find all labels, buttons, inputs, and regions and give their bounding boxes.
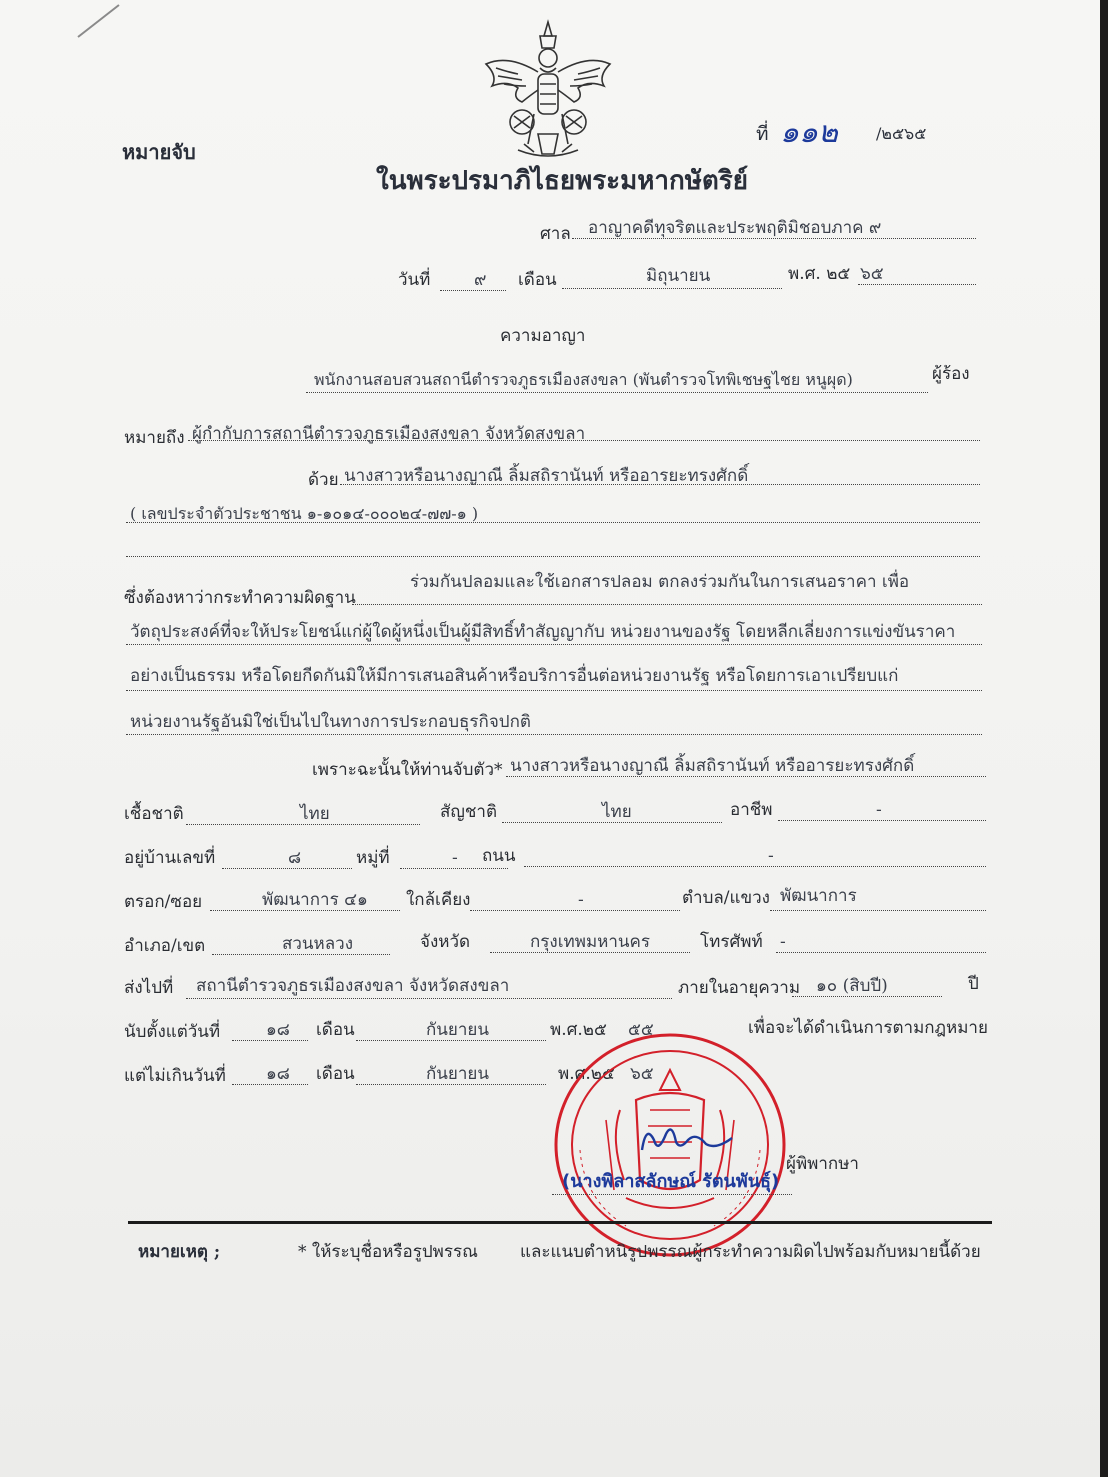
house-no-label: อยู่บ้านเลขที่ (124, 848, 216, 868)
id-underline (126, 522, 980, 523)
send-label: ส่งไปที่ (124, 978, 174, 998)
nationality-underline (502, 822, 722, 823)
id-number: ( เลขประจำตัวประชาชน ๑-๑๐๑๔-๐๐๐๒๔-๗๗-๑ ) (130, 504, 479, 523)
date-year-underline (858, 284, 976, 285)
from-day: ๑๘ (266, 1020, 290, 1040)
to-day-underline (232, 1084, 308, 1085)
occupation-label: อาชีพ (730, 800, 773, 820)
subdistrict-label: ตำบล/แขวง (682, 888, 770, 908)
doc-type: หมายจับ (122, 140, 196, 164)
moo-underline (400, 868, 508, 869)
charge-line-2: วัตถุประสงค์ที่จะให้ประโยชน์แก่ผู้ใดผู้หนึ่งเป็นผู้มีสิทธิ์ทำสัญญากับ หน่วยงานของรัฐ โดยหลีกเลี่ยงการแข่งขันราคา (130, 622, 956, 642)
date-day-underline (440, 290, 506, 291)
from-day-underline (232, 1040, 308, 1041)
court-label: ศาล (540, 224, 571, 244)
judge-name: (นางพิลาสลักษณ์ รัตนพันธุ์) (562, 1171, 780, 1192)
to-date-label: แต่ไม่เกินวันที่ (124, 1066, 226, 1086)
addressee-label: หมายถึง (124, 428, 185, 448)
addressee-underline (188, 440, 980, 441)
age-underline (792, 996, 942, 997)
subdistrict-underline (770, 910, 986, 911)
age-label: ภายในอายุความ (678, 978, 801, 998)
case-type: ความอาญา (500, 326, 586, 346)
to-year-label: พ.ศ.๒๕ (558, 1064, 615, 1084)
district-underline (212, 954, 390, 955)
to-day: ๑๘ (266, 1064, 290, 1084)
background-edge (1100, 0, 1108, 1477)
signature-underline (552, 1194, 792, 1195)
arrest-underline (506, 776, 986, 777)
to-month-underline (356, 1084, 546, 1085)
occupation-value: - (876, 800, 882, 820)
charge-line-3: อย่างเป็นธรรม หรือโดยกีดกันมิให้มีการเสนอสินค้าหรือบริการอื่นต่อหน่วยงานรัฐ หรือโดยการเอาเปรียบแก่ (130, 666, 899, 686)
race-label: เชื้อชาติ (124, 804, 184, 824)
from-month-label: เดือน (316, 1020, 355, 1040)
petitioner-value: พนักงานสอบสวนสถานีตำรวจภูธรเมืองสงขลา (พันตำรวจโทพิเชษฐไชย หนูผุด) (314, 370, 853, 389)
footnote-text-2: และแนบตำหนิรูปพรรณผู้กระทำความผิดไปพร้อมกับหมายนี้ด้วย (520, 1242, 981, 1262)
page-title: ในพระปรมาภิไธยพระมหากษัตริย์ (376, 166, 748, 196)
province-label: จังหวัด (420, 932, 471, 952)
nationality-value: ไทย (602, 802, 632, 822)
date-month-label: เดือน (518, 270, 557, 290)
occupation-underline (778, 820, 986, 821)
charge-line-4: หน่วยงานรัฐอันมิใช่เป็นไปในทางการประกอบธุรกิจปกติ (130, 712, 531, 732)
staple (77, 4, 119, 38)
to-year: ๖๕ (630, 1064, 654, 1084)
charge-underline-3 (126, 690, 982, 691)
nationality-label: สัญชาติ (440, 802, 497, 822)
moo-label: หมู่ที่ (356, 848, 390, 868)
from-month: กันยายน (426, 1020, 490, 1040)
charge-line-1: ร่วมกันปลอมและใช้เอกสารปลอม ตกลงร่วมกันในการเสนอราคา เพื่อ (410, 572, 910, 592)
from-year-label: พ.ศ.๒๕ (550, 1020, 607, 1040)
moo-value: - (452, 848, 458, 868)
subject-underline (340, 484, 980, 485)
subdistrict-value: พัฒนาการ (780, 886, 857, 906)
court-underline (572, 238, 976, 239)
subject-value: นางสาวหรือนางญาณี ลิ้มสถิรานันท์ หรืออารยะทรงศักดิ์ (344, 466, 749, 486)
phone-underline (776, 952, 986, 953)
from-year: ๕๕ (628, 1020, 654, 1040)
near-underline (470, 910, 680, 911)
house-no-underline (222, 868, 352, 869)
subject-label: ด้วย (308, 470, 339, 490)
footnote-label: หมายเหตุ ; (138, 1242, 221, 1262)
age-value: ๑๐ (สิบปี) (816, 976, 888, 996)
charge-label: ซึ่งต้องหาว่ากระทำความผิดฐาน (124, 588, 356, 608)
charge-underline-2 (126, 644, 982, 645)
to-month-label: เดือน (316, 1064, 355, 1084)
charge-underline-4 (126, 734, 982, 735)
send-value: สถานีตำรวจภูธรเมืองสงขลา จังหวัดสงขลา (196, 976, 510, 996)
to-month: กันยายน (426, 1064, 490, 1084)
arrest-value: นางสาวหรือนางญาณี ลิ้มสถิรานันท์ หรืออารยะทรงศักดิ์ (510, 756, 915, 776)
send-underline (186, 998, 672, 999)
district-label: อำเภอ/เขต (124, 936, 206, 956)
near-label: ใกล้เคียง (406, 890, 471, 910)
number-label: ที่ (756, 123, 769, 145)
arrest-label: เพราะฉะนั้นให้ท่านจับตัว* (312, 760, 503, 780)
judge-signature (636, 1120, 756, 1160)
handwritten-number: ๑๑๒ (780, 115, 838, 150)
date-day: ๙ (474, 270, 487, 290)
judge-role: ผู้พิพากษา (786, 1154, 859, 1174)
race-underline (186, 824, 420, 825)
charge-underline-1 (352, 604, 982, 605)
road-label: ถนน (482, 846, 516, 866)
province-value: กรุงเทพมหานคร (530, 932, 651, 952)
date-year-label: พ.ศ. ๒๕ (788, 264, 851, 284)
soi-underline (210, 910, 400, 911)
date-day-label: วันที่ (398, 270, 431, 290)
soi-value: พัฒนาการ ๔๑ (262, 890, 368, 910)
phone-value: - (780, 932, 786, 952)
house-no-value: ๘ (288, 848, 302, 868)
soi-label: ตรอก/ซอย (124, 892, 203, 912)
district-value: สวนหลวง (282, 934, 354, 954)
province-underline (490, 952, 690, 953)
addressee-value: ผู้กำกับการสถานีตำรวจภูธรเมืองสงขลา จังหวัดสงขลา (192, 424, 586, 444)
date-month: มิถุนายน (646, 266, 711, 286)
road-underline (524, 866, 986, 867)
footer-divider (128, 1221, 992, 1224)
court-value: อาญาคดีทุจริตและประพฤติมิชอบภาค ๙ (588, 218, 882, 238)
petitioner-underline (306, 392, 928, 393)
petitioner-role: ผู้ร้อง (932, 364, 970, 384)
year-suffix: /๒๕๖๕ (876, 124, 927, 143)
date-year: ๖๕ (860, 264, 884, 284)
purpose: เพื่อจะได้ดำเนินการตามกฎหมาย (748, 1018, 988, 1038)
from-date-label: นับตั้งแต่วันที่ (124, 1022, 221, 1042)
road-value: - (768, 846, 774, 866)
blank-underline (126, 556, 980, 557)
race-value: ไทย (300, 804, 330, 824)
from-month-underline (356, 1040, 546, 1041)
near-value: - (578, 890, 584, 910)
date-month-underline (562, 288, 782, 289)
garuda-emblem-icon (478, 14, 618, 164)
age-unit: ปี (968, 974, 979, 994)
footnote-text-1: * ให้ระบุชื่อหรือรูปพรรณ (298, 1242, 478, 1262)
phone-label: โทรศัพท์ (700, 932, 763, 952)
